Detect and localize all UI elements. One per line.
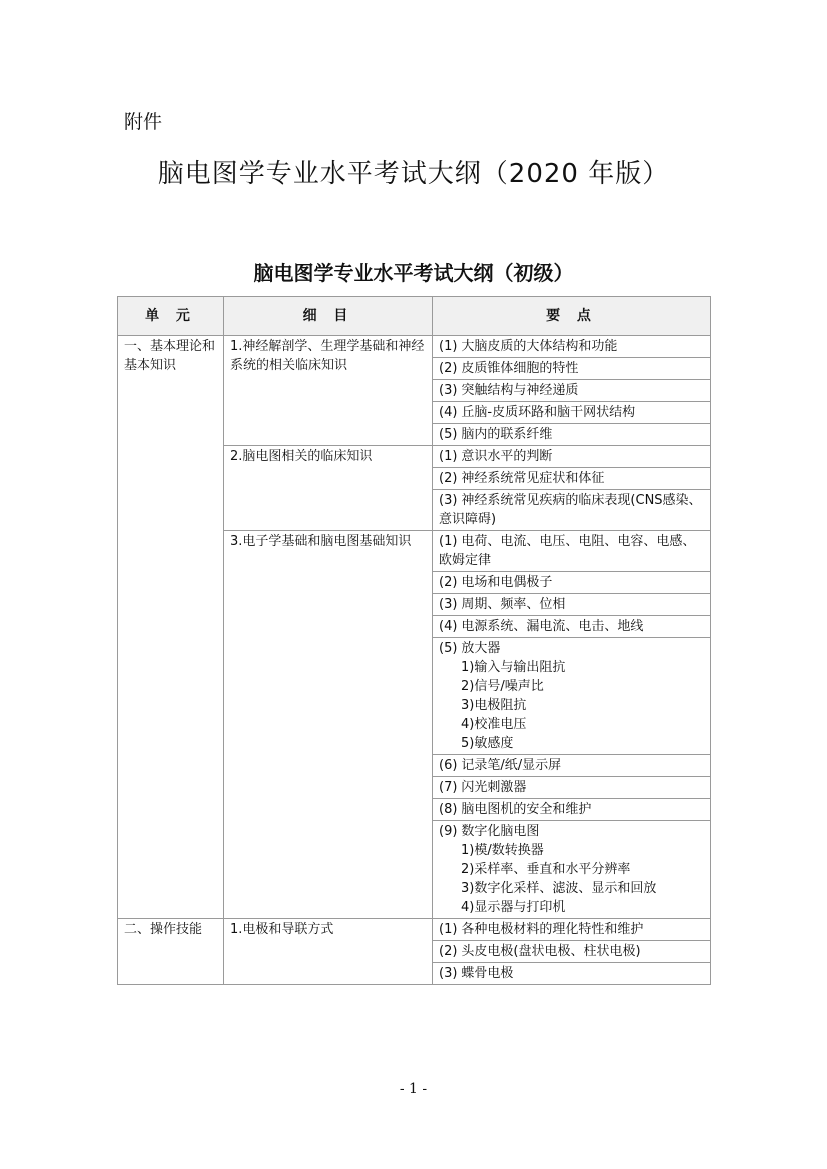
point-sub-item: 5)敏感度 [461,736,514,751]
point-cell [433,424,711,446]
point-cell [433,777,711,799]
point-sub-item: 2)采样率、垂直和水平分辨率 [461,862,631,877]
table-row [118,919,711,941]
point-cell [433,755,711,777]
point-text: 周期、频率、位相 [461,597,566,612]
page-number: - 1 - [399,1081,428,1097]
detail-cell: 2.脑电图相关的临床知识 [224,446,433,531]
point-cell [433,446,711,468]
point-text: 突触结构与神经递质 [461,383,579,398]
point-sub-item: 3)数字化采样、滤波、显示和回放 [461,881,657,896]
table-row [118,336,711,358]
point-text: 放大器 [461,641,501,656]
point-cell [433,531,711,572]
point-text: 意识水平的判断 [461,449,553,464]
point-number: (9) [439,824,458,839]
point-sub-item: 3)电极阻抗 [461,698,527,713]
unit-cell: 一、基本理论和基本知识 [118,336,224,919]
point-text: 丘脑-皮质环路和脑干网状结构 [461,405,636,420]
point-text: 记录笔/纸/显示屏 [461,758,562,773]
point-cell [433,638,711,755]
point-cell [433,941,711,963]
point-number: (5) [439,427,458,442]
point-number: (2) [439,944,458,959]
point-number: (1) [439,449,458,464]
point-number: (5) [439,641,458,656]
point-number: (3) [439,597,458,612]
header-unit: 单 元 [118,297,224,336]
point-text: 脑内的联系纤维 [461,427,553,442]
outline-body [118,336,711,985]
point-number: (1) [439,339,458,354]
point-text: 脑电图机的安全和维护 [461,802,592,817]
point-cell [433,336,711,358]
outline-table [117,296,711,985]
point-number: (4) [439,619,458,634]
detail-cell: 3.电子学基础和脑电图基础知识 [224,531,433,919]
point-number: (2) [439,471,458,486]
point-cell [433,799,711,821]
attachment-label: 附件 [124,111,163,133]
detail-cell: 1.电极和导联方式 [224,919,433,985]
unit-cell: 二、操作技能 [118,919,224,985]
point-cell [433,963,711,985]
detail-cell: 1.神经解剖学、生理学基础和神经系统的相关临床知识 [224,336,433,446]
point-number: (1) [439,534,458,549]
point-cell [433,616,711,638]
point-sub-item: 1)输入与输出阻抗 [461,660,566,675]
point-number: (1) [439,922,458,937]
point-text: 各种电极材料的理化特性和维护 [461,922,644,937]
point-cell [433,402,711,424]
header-point: 要 点 [433,297,711,336]
point-sub-item: 1)模/数转换器 [461,843,544,858]
point-text: 电场和电偶极子 [461,575,553,590]
point-number: (7) [439,780,458,795]
point-text: 电荷、电流、电压、电阻、电容、电感、欧姆定律 [439,534,696,568]
point-cell [433,572,711,594]
point-number: (2) [439,575,458,590]
point-number: (3) [439,493,458,508]
point-cell [433,380,711,402]
section-title: 脑电图学专业水平考试大纲（初级） [253,261,574,285]
point-number: (4) [439,405,458,420]
point-text: 皮质锥体细胞的特性 [461,361,579,376]
point-number: (3) [439,966,458,981]
point-text: 神经系统常见疾病的临床表现(CNS感染、意识障碍) [439,493,702,527]
point-text: 闪光刺激器 [461,780,527,795]
point-number: (8) [439,802,458,817]
point-number: (3) [439,383,458,398]
point-text: 大脑皮质的大体结构和功能 [461,339,618,354]
point-cell [433,821,711,919]
point-number: (2) [439,361,458,376]
point-text: 神经系统常见症状和体征 [461,471,605,486]
point-sub-item: 4)显示器与打印机 [461,900,566,915]
point-cell [433,358,711,380]
point-cell [433,468,711,490]
point-number: (6) [439,758,458,773]
point-sub-item: 4)校准电压 [461,717,527,732]
table-header-row [118,297,711,336]
point-text: 头皮电极(盘状电极、柱状电极) [461,944,641,959]
point-cell [433,919,711,941]
point-text: 电源系统、漏电流、电击、地线 [461,619,644,634]
point-cell [433,594,711,616]
point-sub-item: 2)信号/噪声比 [461,679,544,694]
point-text: 蝶骨电极 [461,966,514,981]
document-title: 脑电图学专业水平考试大纲（2020 年版） [157,159,670,189]
header-detail: 细 目 [224,297,433,336]
point-text: 数字化脑电图 [461,824,540,839]
point-cell [433,490,711,531]
